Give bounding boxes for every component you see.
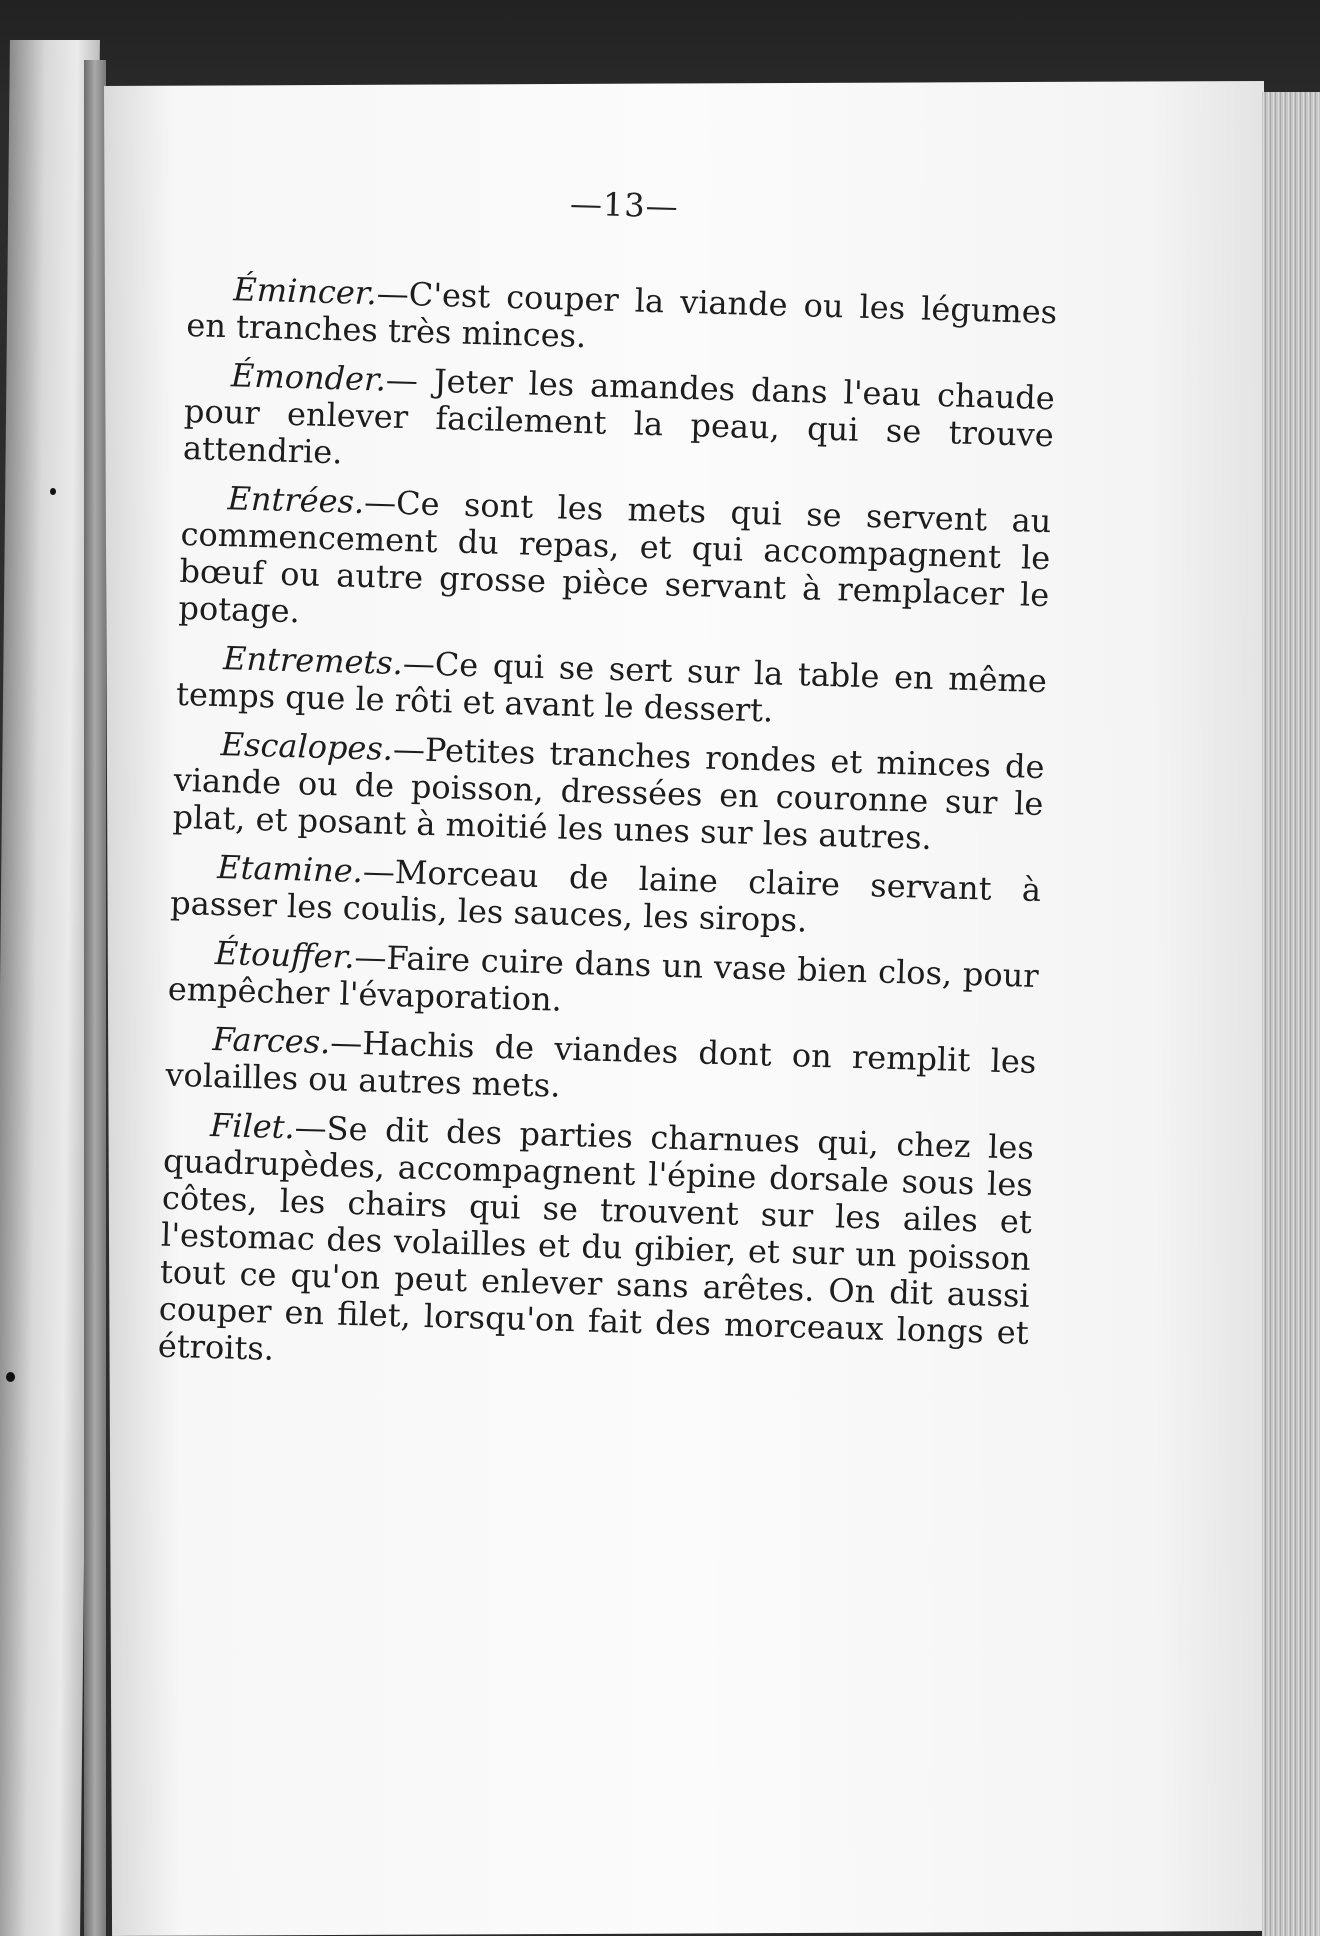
glossary-entry <box>170 848 1042 946</box>
page-number: —13— <box>569 184 680 226</box>
glossary-entry <box>167 934 1039 1032</box>
entry-term: Émincer. <box>232 270 378 313</box>
entry-term: Étouffer. <box>214 934 356 976</box>
entry-term: Filet. <box>209 1105 296 1147</box>
entry-definition: —Ce qui se sert sur la table en même temps que le rôti et avant le dessert. <box>175 644 1048 730</box>
entry-term: Émonder. <box>230 356 387 399</box>
entry-definition: —Faire cuire dans un vase bien clos, pour empêcher l'évaporation. <box>167 937 1040 1019</box>
glossary-entry <box>157 1106 1034 1389</box>
glossary-entry <box>176 639 1048 737</box>
page-fore-edge <box>1262 92 1320 1936</box>
glossary-text <box>157 270 1058 1401</box>
ink-speck <box>6 1372 15 1382</box>
entry-definition: —Ce sont les mets qui se servent au commencement du repas, et qui accompagnent le bœuf ou autre grosse pièce servant à remplacer le potage. <box>178 483 1052 631</box>
entry-term: Etamine. <box>216 848 364 891</box>
entry-term: Entremets. <box>222 639 404 683</box>
glossary-entry <box>165 1020 1037 1118</box>
entry-definition: —Morceau de laine claire servant à passer les coulis, les sauces, les sirops. <box>169 852 1042 940</box>
entry-term: Entrées. <box>227 479 365 522</box>
entry-definition: —Hachis de viandes dont on remplit les volailles ou autres mets. <box>164 1023 1037 1105</box>
entry-definition: —Petites tranches rondes et minces de viande ou de poisson, dressées en couronne sur le plat, et posant à moitié les unes sur les autres. <box>172 729 1045 857</box>
glossary-entry <box>182 356 1055 491</box>
entry-definition: —Se dit des parties charnues qui, chez les quadrupèdes, accompagnent l'épine dorsale sous les côtes, les chairs qui se trouvent sur les ailes et l'estomac des volailles et du gibier, et sur un poisson tout ce qu'on peut enlever sans arêtes. On dit aussi couper en filet, lorsqu'on fait des morceaux longs et étroits. <box>157 1108 1035 1368</box>
entry-term: Farces. <box>212 1019 331 1062</box>
ink-speck <box>50 488 56 495</box>
entry-term: Escalopes. <box>220 725 394 768</box>
glossary-entry <box>178 479 1052 651</box>
entry-definition: —C'est couper la viande ou les légumes en tranches très minces. <box>185 274 1058 356</box>
book-gutter <box>84 60 106 1936</box>
glossary-entry <box>172 725 1045 860</box>
entry-definition: — Jeter les amandes dans l'eau chaude pour enlever facilement la peau, qui se trouve attendrie. <box>182 360 1056 472</box>
